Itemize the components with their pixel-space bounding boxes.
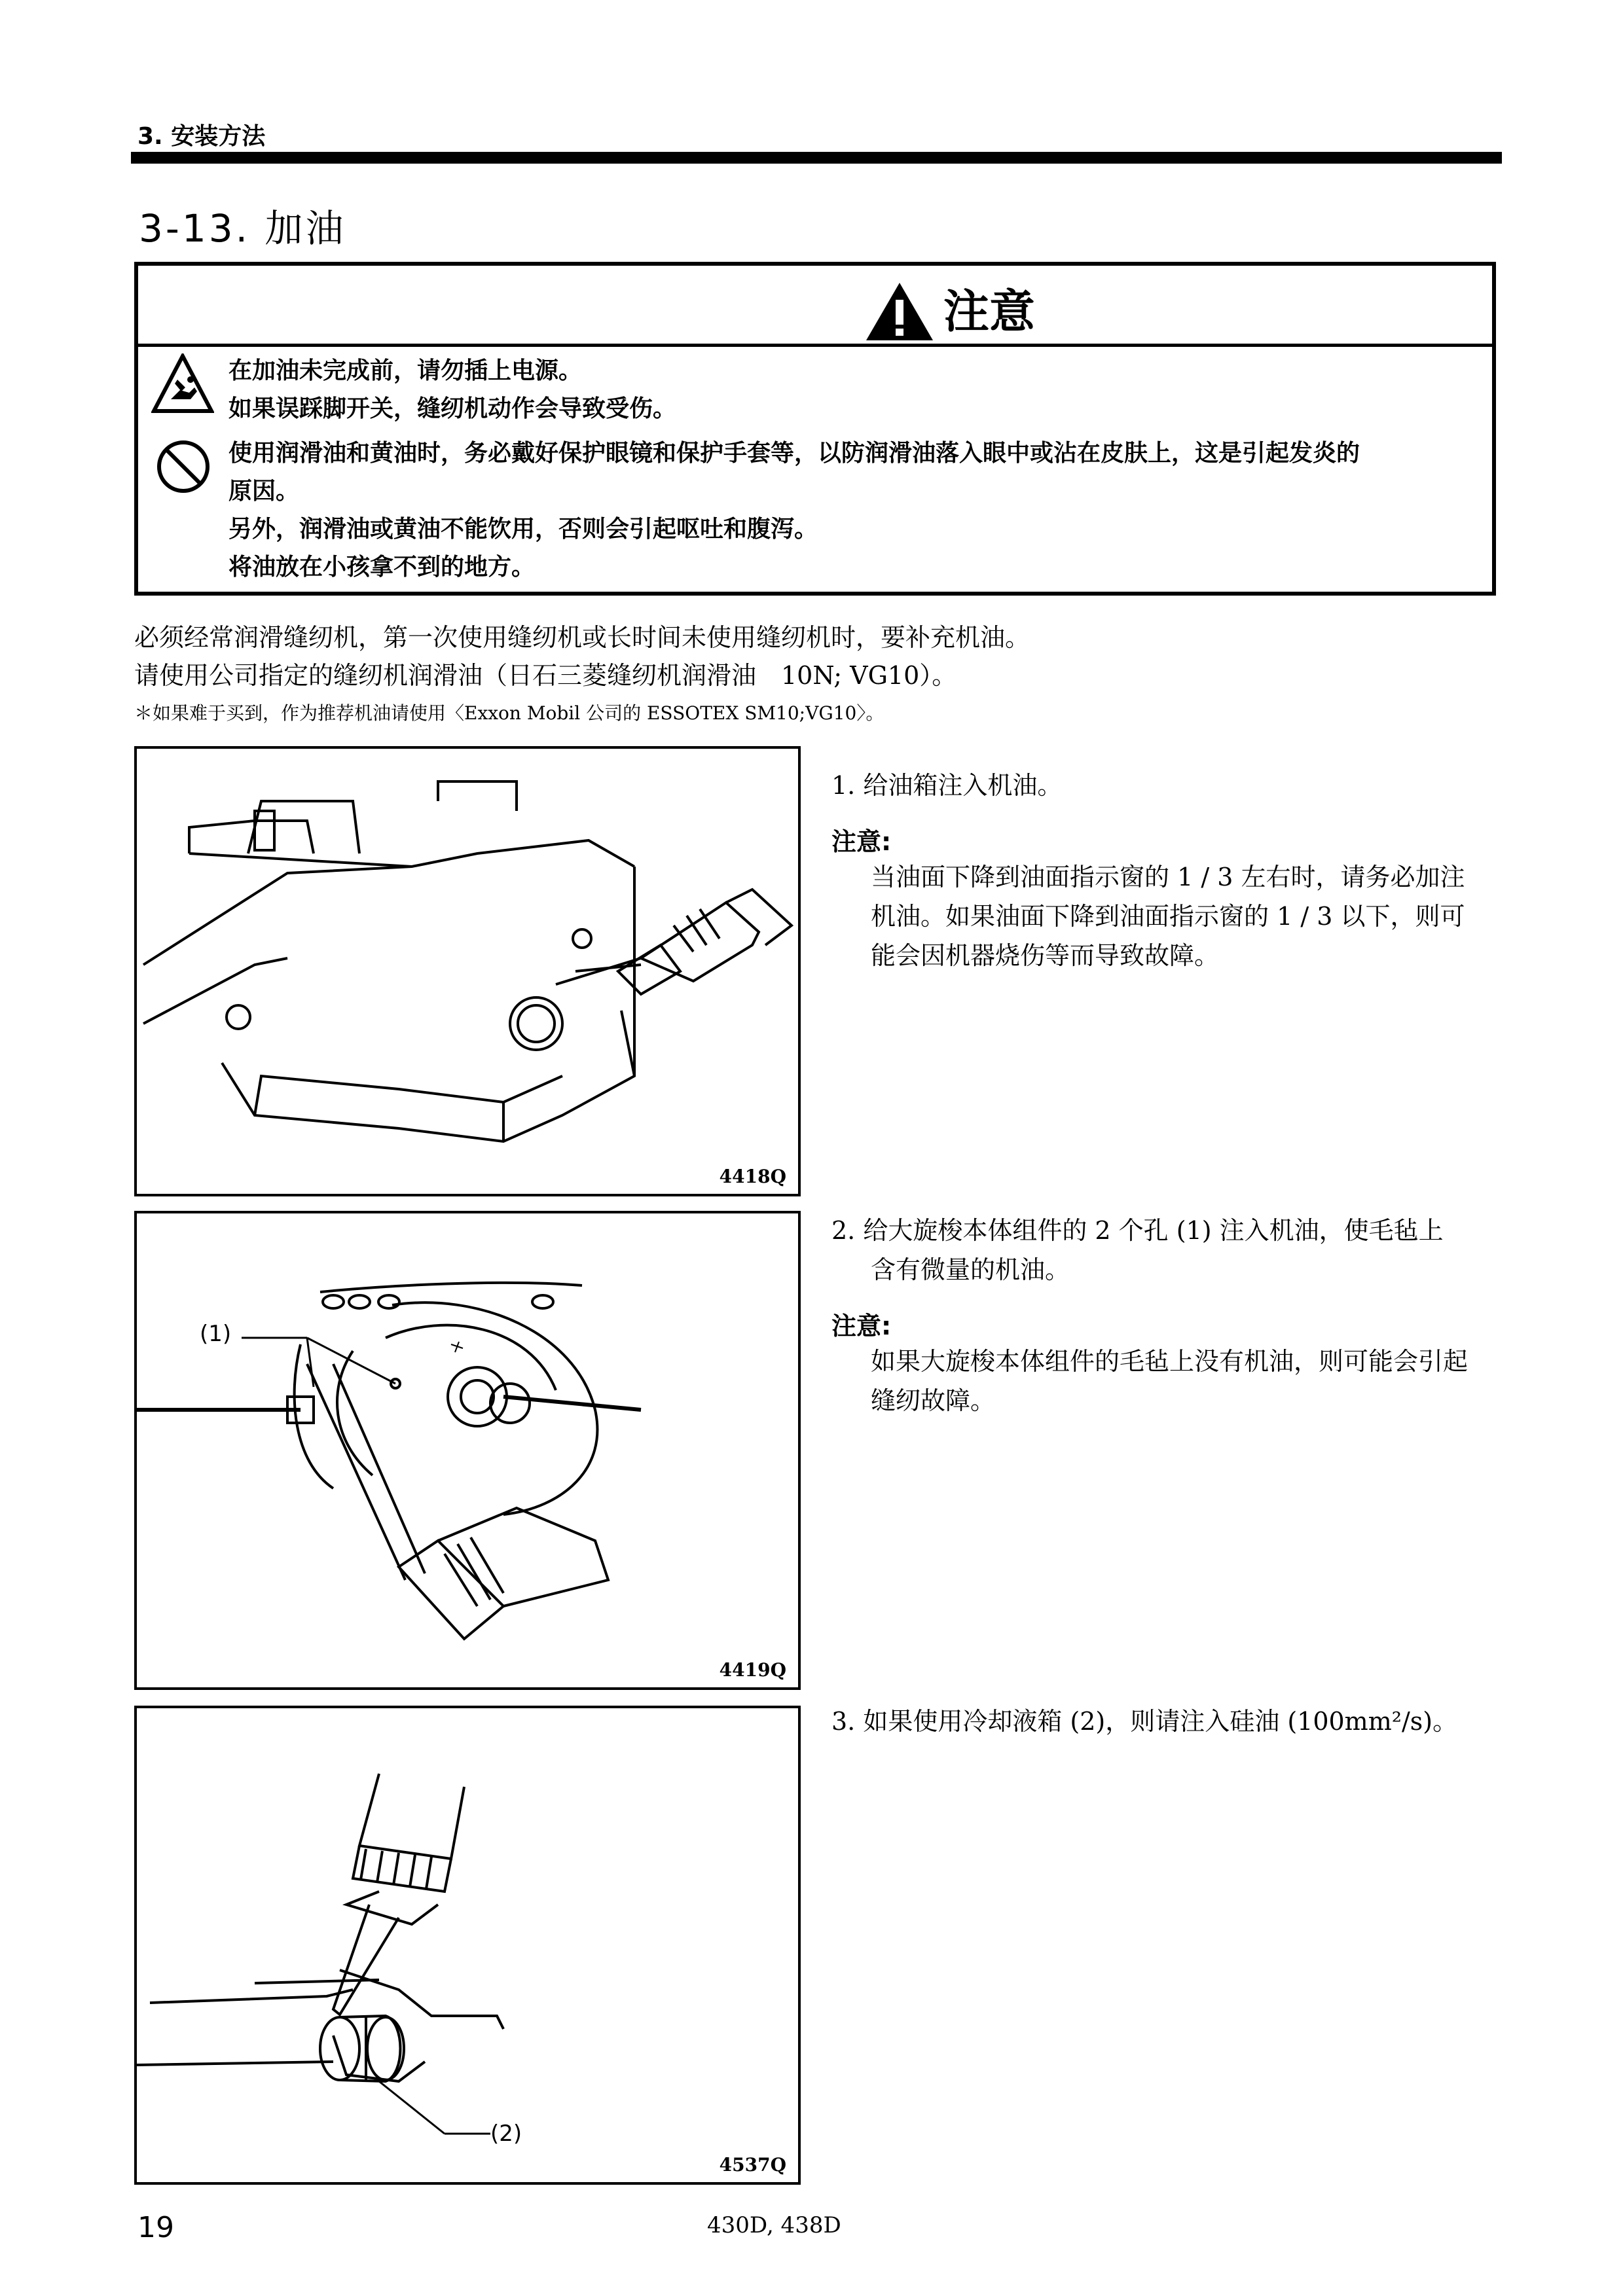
intro-footnote: ＊如果难于买到，作为推荐机油请使用〈Exxon Mobil 公司的 ESSOTEX SM10;VG10〉。 <box>134 702 884 724</box>
caution-title: 注意 <box>943 285 1035 338</box>
model-code: 430D, 438D <box>707 2212 841 2238</box>
step-2-note-line: 如果大旋梭本体组件的毛毡上没有机油，则可能会引起 <box>871 1347 1468 1376</box>
caution-box <box>134 262 1496 596</box>
oil-tank-illustration <box>137 749 798 1194</box>
coolant-tank-illustration <box>137 1708 798 2182</box>
figure-code: 4537Q <box>719 2154 786 2176</box>
prohibition-icon <box>155 439 211 495</box>
page-title: 3-13. 加油 <box>139 206 346 251</box>
figure-oil-tank <box>134 746 801 1196</box>
intro-line: 请使用公司指定的缝纫机润滑油（日石三菱缝纫机润滑油 10N; VG10）。 <box>134 661 957 690</box>
step-2-note-label: 注意: <box>831 1312 892 1340</box>
caution-text-line: 在加油未完成前，请勿插上电源。 <box>228 357 583 384</box>
header-rule <box>131 152 1502 164</box>
hand-injury-warning-icon <box>151 353 214 416</box>
step-1-note-line: 能会因机器烧伤等而导致故障。 <box>871 941 1220 970</box>
figure-callout-2: (2) <box>490 2121 522 2147</box>
step-2-text: 含有微量的机油。 <box>871 1255 1070 1284</box>
caution-text-line: 使用润滑油和黄油时，务必戴好保护眼镜和保护手套等，以防润滑油落入眼中或沾在皮肤上，这是引起发炎的 <box>228 440 1360 467</box>
page-number: 19 <box>137 2211 174 2244</box>
step-3-text: 3. 如果使用冷却液箱 (2)，则请注入硅油 (100mm²/s)。 <box>831 1707 1458 1736</box>
figure-callout-1: (1) <box>200 1321 232 1347</box>
step-1-note-line: 当油面下降到油面指示窗的 1 / 3 左右时，请务必加注 <box>871 863 1465 891</box>
caution-text-line: 原因。 <box>228 478 300 505</box>
caution-text-line: 将油放在小孩拿不到的地方。 <box>228 554 536 581</box>
step-1-note-line: 机油。如果油面下降到油面指示窗的 1 / 3 以下，则可 <box>871 902 1465 931</box>
caution-header <box>138 266 1492 347</box>
step-2-note-line: 缝纫故障。 <box>871 1386 996 1415</box>
intro-line: 必须经常润滑缝纫机，第一次使用缝纫机或长时间未使用缝纫机时，要补充机油。 <box>134 623 1030 652</box>
figure-rotary-hook <box>134 1211 801 1690</box>
figure-coolant-tank <box>134 1706 801 2185</box>
figure-code: 4419Q <box>719 1659 786 1681</box>
caution-text-line: 如果误踩脚开关，缝纫机动作会导致受伤。 <box>228 395 677 422</box>
rotary-hook-illustration <box>137 1213 798 1687</box>
step-2-text: 2. 给大旋梭本体组件的 2 个孔 (1) 注入机油，使毛毡上 <box>831 1216 1444 1245</box>
figure-code: 4418Q <box>719 1166 786 1187</box>
warning-triangle-icon <box>864 280 936 343</box>
section-label: 3. 安装方法 <box>137 123 266 150</box>
step-1-text: 1. 给油箱注入机油。 <box>831 771 1063 800</box>
step-1-note-label: 注意: <box>831 827 892 856</box>
caution-text-line: 另外，润滑油或黄油不能饮用，否则会引起呕吐和腹泻。 <box>228 516 818 543</box>
